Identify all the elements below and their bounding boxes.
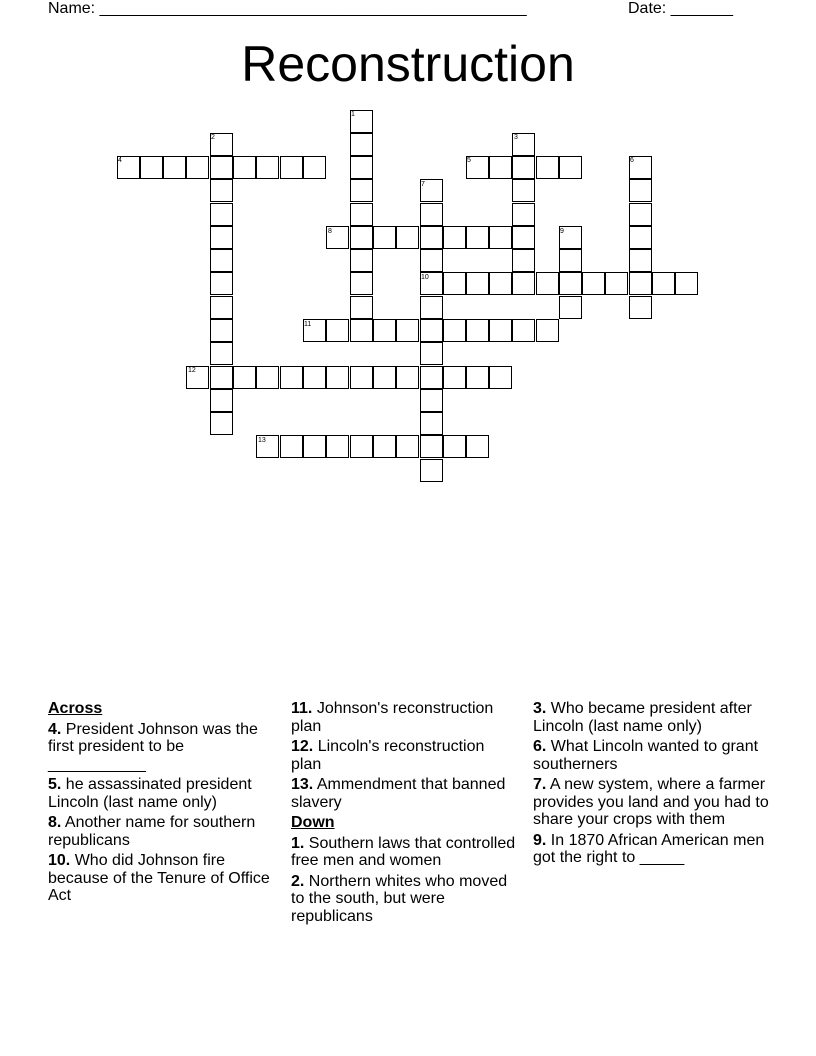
crossword-cell[interactable] xyxy=(210,156,233,179)
crossword-cell[interactable] xyxy=(605,272,628,295)
crossword-cell[interactable] xyxy=(256,366,279,389)
crossword-cell[interactable] xyxy=(420,342,443,365)
crossword-cell[interactable] xyxy=(652,272,675,295)
crossword-cell[interactable] xyxy=(396,435,419,458)
crossword-cell[interactable] xyxy=(186,156,209,179)
crossword-cell[interactable] xyxy=(629,249,652,272)
clue-number-8: 8 xyxy=(328,228,332,235)
crossword-cell[interactable] xyxy=(210,366,233,389)
clue-down-3: 3. Who became president after Lincoln (last name only) xyxy=(533,700,752,735)
crossword-cell[interactable] xyxy=(163,156,186,179)
crossword-cell[interactable] xyxy=(210,203,233,226)
crossword-cell[interactable] xyxy=(396,366,419,389)
crossword-cell[interactable] xyxy=(233,366,256,389)
crossword-cell[interactable] xyxy=(489,226,512,249)
crossword-cell[interactable] xyxy=(420,412,443,435)
crossword-cell[interactable] xyxy=(512,203,535,226)
crossword-cell[interactable] xyxy=(396,226,419,249)
crossword-cell[interactable] xyxy=(210,296,233,319)
crossword-cell[interactable] xyxy=(512,249,535,272)
crossword-cell[interactable] xyxy=(420,435,443,458)
crossword-cell[interactable] xyxy=(512,226,535,249)
clue-number-3: 3 xyxy=(514,134,518,141)
crossword-cell[interactable] xyxy=(350,366,373,389)
crossword-cell[interactable] xyxy=(512,179,535,202)
crossword-cell[interactable] xyxy=(140,156,163,179)
crossword-cell[interactable] xyxy=(466,366,489,389)
crossword-cell[interactable] xyxy=(443,226,466,249)
clue-across-12: 12. Lincoln's reconstruction plan xyxy=(291,738,485,773)
clue-across-8: 8. Another name for southern republicans xyxy=(48,814,256,849)
crossword-cell[interactable] xyxy=(629,272,652,295)
crossword-cell[interactable] xyxy=(210,412,233,435)
crossword-cell[interactable] xyxy=(420,226,443,249)
clue-number-12: 12 xyxy=(188,367,196,374)
crossword-cell[interactable] xyxy=(350,226,373,249)
clue-down-7: 7. A new system, where a farmer provides you land and you had to share your crops with them xyxy=(533,776,769,828)
crossword-cell[interactable] xyxy=(350,296,373,319)
crossword-cell[interactable] xyxy=(512,156,535,179)
crossword-grid xyxy=(0,0,816,500)
crossword-cell[interactable] xyxy=(210,319,233,342)
clue-number-1: 1 xyxy=(351,111,355,118)
crossword-cell[interactable] xyxy=(559,272,582,295)
crossword-cell[interactable] xyxy=(629,226,652,249)
crossword-cell[interactable] xyxy=(629,203,652,226)
crossword-cell[interactable] xyxy=(303,435,326,458)
clue-number-9: 9 xyxy=(560,228,564,235)
crossword-cell[interactable] xyxy=(350,156,373,179)
crossword-cell[interactable] xyxy=(536,319,559,342)
clue-number-7: 7 xyxy=(421,181,425,188)
crossword-cell[interactable] xyxy=(466,319,489,342)
crossword-cell[interactable] xyxy=(489,156,512,179)
crossword-cell[interactable] xyxy=(559,296,582,319)
crossword-cell[interactable] xyxy=(559,156,582,179)
crossword-cell[interactable] xyxy=(350,319,373,342)
clue-across-4: 4. President Johnson was the first president to be ___________ xyxy=(48,720,258,773)
crossword-cell[interactable] xyxy=(210,249,233,272)
crossword-cell[interactable] xyxy=(420,296,443,319)
crossword-cell[interactable] xyxy=(420,249,443,272)
crossword-cell[interactable] xyxy=(466,435,489,458)
crossword-cell[interactable] xyxy=(326,435,349,458)
crossword-cell[interactable] xyxy=(233,156,256,179)
clue-across-10: 10. Who did Johnson fire because of the Tenure of Office Act xyxy=(48,852,270,904)
crossword-cell[interactable] xyxy=(512,272,535,295)
crossword-cell[interactable] xyxy=(373,366,396,389)
clue-across-13: 13. Ammendment that banned slavery xyxy=(291,776,506,811)
clue-across-11: 11. Johnson's reconstruction plan xyxy=(291,700,494,735)
page-title: Reconstruction xyxy=(241,36,575,92)
crossword-cell[interactable] xyxy=(210,342,233,365)
name-field-label[interactable]: Name: ________________________________________________ xyxy=(48,0,527,17)
crossword-cell[interactable] xyxy=(350,203,373,226)
across-heading: Across xyxy=(48,700,103,717)
crossword-cell[interactable] xyxy=(350,272,373,295)
crossword-cell[interactable] xyxy=(303,156,326,179)
crossword-cell[interactable] xyxy=(420,319,443,342)
crossword-cell[interactable] xyxy=(443,366,466,389)
down-heading: Down xyxy=(291,814,335,831)
crossword-cell[interactable] xyxy=(373,435,396,458)
clue-number-5: 5 xyxy=(467,157,471,164)
clue-number-13: 13 xyxy=(258,437,266,444)
crossword-cell[interactable] xyxy=(326,319,349,342)
crossword-cell[interactable] xyxy=(350,249,373,272)
clue-number-10: 10 xyxy=(421,274,429,281)
crossword-cell[interactable] xyxy=(280,435,303,458)
crossword-cell[interactable] xyxy=(280,366,303,389)
crossword-cell[interactable] xyxy=(466,226,489,249)
crossword-cell[interactable] xyxy=(582,272,605,295)
crossword-cell[interactable] xyxy=(373,226,396,249)
clues-column-3 xyxy=(533,700,769,870)
clue-number-4: 4 xyxy=(118,157,122,164)
crossword-cell[interactable] xyxy=(280,156,303,179)
crossword-cell[interactable] xyxy=(420,366,443,389)
crossword-cell[interactable] xyxy=(210,226,233,249)
crossword-cell[interactable] xyxy=(443,319,466,342)
clue-down-9: 9. In 1870 African American men got the right to _____ xyxy=(533,831,765,866)
crossword-cell[interactable] xyxy=(420,459,443,482)
clues-column-2 xyxy=(291,700,519,928)
crossword-cell[interactable] xyxy=(256,156,279,179)
crossword-cell[interactable] xyxy=(210,389,233,412)
crossword-cell[interactable] xyxy=(350,435,373,458)
crossword-cell[interactable] xyxy=(350,179,373,202)
crossword-cell[interactable] xyxy=(443,272,466,295)
clue-number-6: 6 xyxy=(630,157,634,164)
crossword-cell[interactable] xyxy=(466,272,489,295)
crossword-cell[interactable] xyxy=(675,272,698,295)
clue-down-1: 1. Southern laws that controlled free men and women xyxy=(291,834,516,869)
date-field-label[interactable]: Date: _______ xyxy=(628,0,733,17)
crossword-cell[interactable] xyxy=(420,203,443,226)
crossword-cell[interactable] xyxy=(536,272,559,295)
crossword-cell[interactable] xyxy=(512,319,535,342)
crossword-cell[interactable] xyxy=(629,179,652,202)
crossword-cell[interactable] xyxy=(420,389,443,412)
crossword-cell[interactable] xyxy=(326,366,349,389)
crossword-cell[interactable] xyxy=(210,272,233,295)
crossword-cell[interactable] xyxy=(559,249,582,272)
crossword-cell[interactable] xyxy=(629,296,652,319)
clue-number-2: 2 xyxy=(211,134,215,141)
crossword-cell[interactable] xyxy=(489,319,512,342)
crossword-cell[interactable] xyxy=(396,319,419,342)
crossword-cell[interactable] xyxy=(536,156,559,179)
crossword-cell[interactable] xyxy=(443,435,466,458)
crossword-cell[interactable] xyxy=(350,133,373,156)
crossword-cell[interactable] xyxy=(210,179,233,202)
crossword-cell[interactable] xyxy=(303,366,326,389)
clue-down-2: 2. Northern whites who moved to the south, but were republicans xyxy=(291,872,508,925)
crossword-cell[interactable] xyxy=(489,366,512,389)
crossword-cell[interactable] xyxy=(489,272,512,295)
clues-column-1 xyxy=(48,700,276,908)
clue-across-5: 5. he assassinated president Lincoln (last name only) xyxy=(48,776,252,811)
clue-number-11: 11 xyxy=(304,321,312,328)
clue-down-6: 6. What Lincoln wanted to grant southerners xyxy=(533,738,759,773)
crossword-cell[interactable] xyxy=(373,319,396,342)
